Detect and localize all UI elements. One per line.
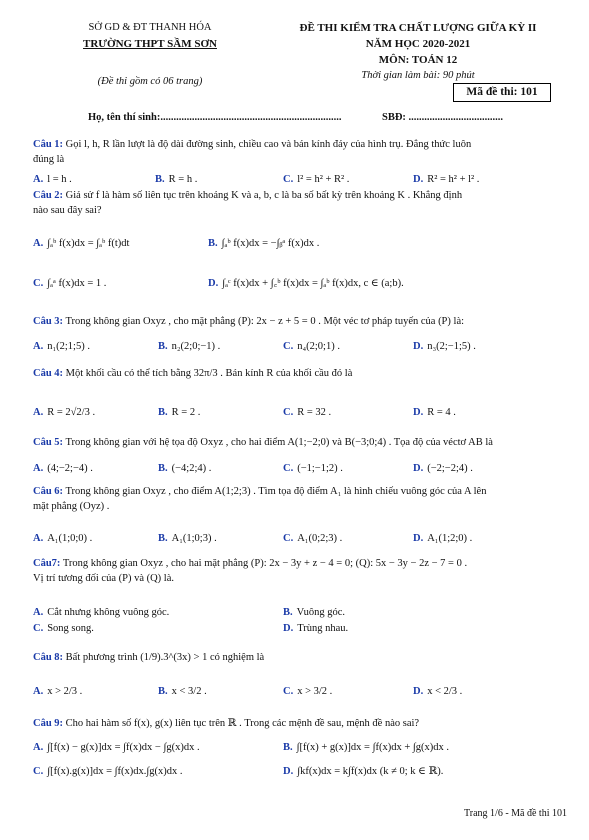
option-text: A₁(1;0;0) . [47,533,93,544]
option-key: D. [413,407,424,418]
option-text: x > 2/3 . [47,686,83,697]
option-text: (−4;2;4) . [171,463,212,474]
time-limit: Thời gian làm bài: 90 phút [361,70,475,81]
question-text: Bất phương trình (1/9).3^(3x) > 1 có nghiệm là [63,652,265,663]
option-key: B. [158,463,168,474]
question-text: Một khối cầu có thể tích bằng 32π/3 . Bán kính R của khối cầu đó là [63,368,353,379]
question-1 [33,137,573,167]
option-d[interactable] [208,276,404,291]
option-key: B. [158,686,168,697]
pages-note: (Đề thi gồm có 06 trang) [97,76,203,87]
option-text: x < 2/3 . [427,686,463,697]
option-text: Vuông góc. [296,607,346,618]
question-text: Trong không gian Oxyz , cho hai mặt phẳng (P): 2x − 3y + z − 4 = 0; (Q): 5x − 3y − 2z − 7 = 0 . [60,558,468,569]
question-label: Câu 6: [33,486,64,497]
question-4 [33,366,573,381]
option-d[interactable] [413,461,473,476]
option-key: B. [283,742,293,753]
option-text: R = 4 . [427,407,456,418]
option-text: l² = h² + R² . [297,174,350,185]
option-key: A. [33,686,44,697]
option-text: Trùng nhau. [297,623,349,634]
option-text: A₁(1;2;0) . [427,533,473,544]
option-b[interactable] [158,684,207,699]
header-right [268,20,568,84]
option-c[interactable] [283,339,340,354]
option-key: C. [33,766,44,777]
option-text: R = 32 . [297,407,332,418]
option-a[interactable] [33,461,93,476]
option-b[interactable] [158,405,200,420]
option-key: C. [33,278,44,289]
option-a[interactable] [33,405,95,420]
option-text: R = h . [168,174,198,185]
option-text: A₁(0;2;3) . [297,533,343,544]
exam-code-box: Mã đề thi: 101 [453,83,551,102]
student-name-line: Họ, tên thí sinh:..................................................................... [88,112,342,123]
option-c[interactable] [283,684,332,699]
option-text: R = 2√2/3 . [47,407,96,418]
option-key: A. [33,341,44,352]
question-text-continued: mặt phẳng (Oyz) . [33,501,110,512]
option-text: (−2;−2;4) . [427,463,473,474]
option-d[interactable] [413,339,476,354]
question-text: Gọi l, h, R lần lượt là độ dài đường sinh, chiều cao và bán kính đáy của hình trụ. Đẳng thức luôn [63,139,472,150]
question-6 [33,484,573,514]
option-text: R = 2 . [171,407,201,418]
option-c[interactable] [33,621,94,636]
option-text: x < 3/2 . [171,686,207,697]
option-text: n₂(2;0;−1) . [171,341,221,352]
option-d[interactable] [413,684,462,699]
option-b[interactable] [158,461,211,476]
school-name: TRƯỜNG THPT SẦM SƠN [83,38,217,50]
option-text: A₁(1;0;3) . [171,533,217,544]
option-key: C. [283,533,294,544]
option-text: n₁(2;1;5) . [47,341,90,352]
option-c[interactable] [283,531,342,546]
header-left [70,20,230,90]
option-text: (4;−2;−4) . [47,463,93,474]
option-key: B. [208,238,218,249]
option-key: C. [33,623,44,634]
option-b[interactable] [158,339,220,354]
option-c[interactable] [33,764,182,779]
option-a[interactable] [33,740,200,755]
question-label: Câu 2: [33,190,64,201]
option-c[interactable] [283,172,349,187]
option-key: A. [33,607,44,618]
exam-title: ĐỀ THI KIỂM TRA CHẤT LƯỢNG GIỮA KỲ II [299,22,537,34]
option-text: ∫ₐᵃ f(x)dx = 1 . [47,278,107,289]
question-text: Trong không gian với hệ tọa độ Oxyz , cho hai điểm A(1;−2;0) và B(−3;0;4) . Tọa độ của véctơ AB là [63,437,493,448]
question-text: Giả sử f là hàm số liên tục trên khoảng K và a, b, c là ba số bất kỳ trên khoảng K . Khẳng định [63,190,463,201]
option-key: D. [413,463,424,474]
question-7 [33,556,573,586]
subject: MÔN: TOÁN 12 [378,54,458,66]
option-key: D. [413,533,424,544]
option-text: (−1;−1;2) . [297,463,343,474]
option-text: l = h . [47,174,72,185]
option-c[interactable] [283,405,331,420]
option-a[interactable] [33,531,92,546]
option-text: Cắt nhưng không vuông góc. [47,607,170,618]
option-text: ∫ₐᵇ f(x)dx = ∫ₐᵇ f(t)dt [47,238,130,249]
student-id-line: SBĐ: .................................... [382,112,504,123]
option-d[interactable] [283,764,443,779]
option-d[interactable] [413,405,456,420]
question-9 [33,716,573,731]
option-a[interactable] [33,172,72,187]
option-key: A. [33,533,44,544]
option-a[interactable] [33,605,169,620]
option-b[interactable] [283,605,345,620]
option-key: C. [283,407,294,418]
option-d[interactable] [283,621,348,636]
option-a[interactable] [33,236,129,251]
option-text: ∫[f(x) − g(x)]dx = ∫f(x)dx − ∫g(x)dx . [47,742,200,753]
option-key: A. [33,174,44,185]
question-label: Câu 5: [33,437,64,448]
option-key: B. [283,607,293,618]
option-d[interactable] [413,531,472,546]
question-label: Câu 1: [33,139,64,150]
option-key: B. [155,174,165,185]
option-key: D. [413,174,424,185]
school-year: NĂM HỌC 2020-2021 [365,38,471,50]
question-label: Câu 9: [33,718,64,729]
option-b[interactable] [155,172,197,187]
question-text-continued: nào sau đây sai? [33,205,102,216]
option-key: D. [413,341,424,352]
option-text: ∫kf(x)dx = k∫f(x)dx (k ≠ 0; k ∈ ℝ). [297,766,444,777]
option-b[interactable] [158,531,217,546]
question-text: Cho hai hàm số f(x), g(x) liên tục trên ℝ . Trong các mệnh đề sau, mệnh đề nào sai? [63,718,420,729]
option-a[interactable] [33,339,90,354]
option-key: C. [283,341,294,352]
question-8 [33,650,573,665]
question-label: Câu 8: [33,652,64,663]
question-label: Câu 3: [33,316,64,327]
question-3 [33,314,573,329]
question-label: Câu 4: [33,368,64,379]
option-text: n₃(2;−1;5) . [427,341,476,352]
option-key: A. [33,407,44,418]
option-key: D. [283,766,294,777]
option-key: C. [283,463,294,474]
option-key: B. [158,341,168,352]
question-text-continued: đúng là [33,154,65,165]
option-text: x > 3/2 . [297,686,333,697]
question-2 [33,188,573,218]
option-text: ∫ₐᵇ f(x)dx = −∫ᵦᵃ f(x)dx . [221,238,320,249]
option-key: D. [208,278,219,289]
option-text: ∫[f(x).g(x)]dx = ∫f(x)dx.∫g(x)dx . [47,766,183,777]
option-b[interactable] [283,740,449,755]
question-label: Câu7: [33,558,61,569]
option-key: C. [283,174,294,185]
page-footer: Trang 1/6 - Mã đề thi 101 [464,808,567,819]
dept-name: SỞ GD & ĐT THANH HÓA [88,22,212,33]
option-key: D. [283,623,294,634]
option-text: ∫ₐᶜ f(x)dx + ∫꜀ᵇ f(x)dx = ∫ₐᵇ f(x)dx, c ∈ (a;b). [222,278,404,289]
option-key: D. [413,686,424,697]
option-text: Song song. [47,623,94,634]
option-d[interactable] [413,172,479,187]
option-key: A. [33,742,44,753]
option-text: n₄(2;0;1) . [297,341,340,352]
option-key: B. [158,407,168,418]
option-key: C. [283,686,294,697]
question-text: Trong không gian Oxyz , cho mặt phẳng (P): 2x − z + 5 = 0 . Một véc tơ pháp tuyến của (P) là: [63,316,465,327]
option-a[interactable] [33,684,82,699]
option-key: A. [33,463,44,474]
option-text: ∫[f(x) + g(x)]dx = ∫f(x)dx + ∫g(x)dx . [296,742,449,753]
option-key: B. [158,533,168,544]
question-text: Trong không gian Oxyz , cho điểm A(1;2;3) . Tìm tọa độ điểm A₁ là hình chiếu vuông góc của A lên [63,486,487,497]
option-b[interactable] [208,236,319,251]
option-text: R² = h² + l² . [427,174,480,185]
option-c[interactable] [283,461,343,476]
option-c[interactable] [33,276,106,291]
option-key: A. [33,238,44,249]
question-5 [33,435,573,450]
question-text-continued: Vị trí tương đối của (P) và (Q) là. [33,573,175,584]
